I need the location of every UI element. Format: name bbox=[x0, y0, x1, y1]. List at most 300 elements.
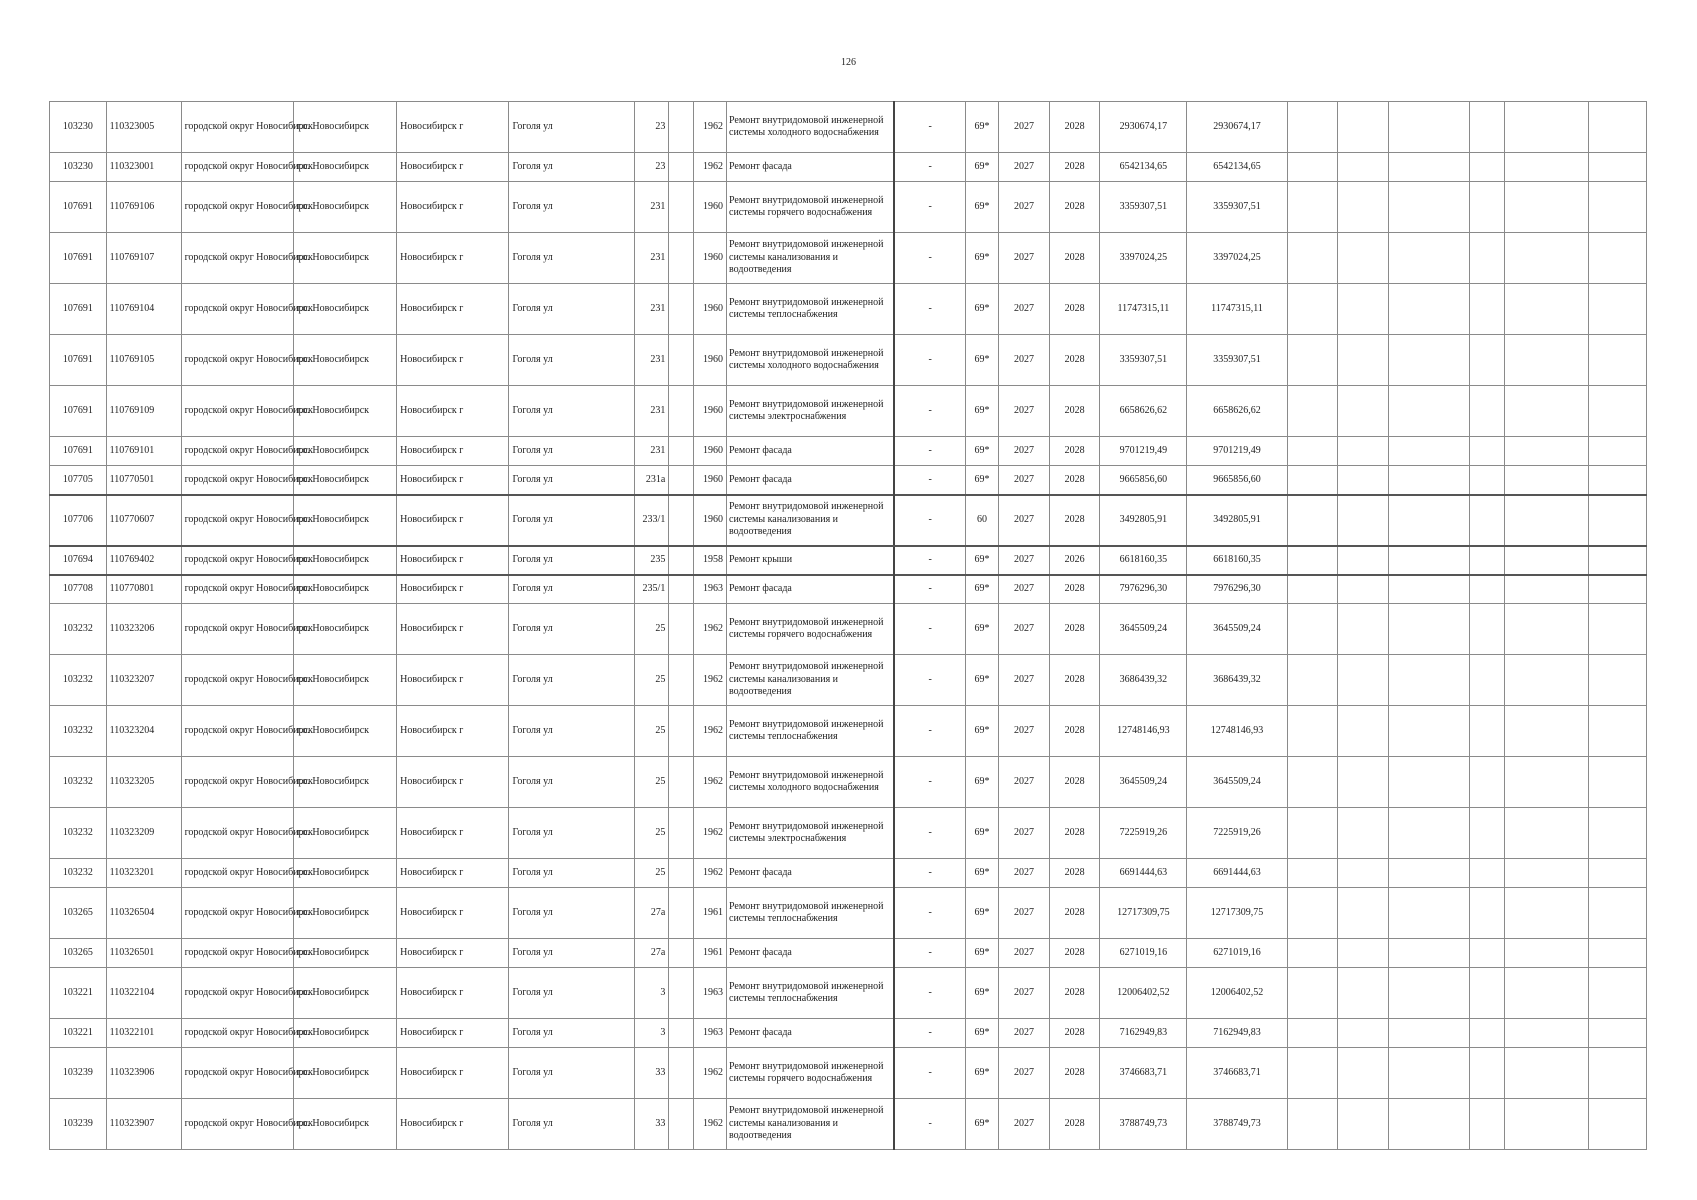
build-year: 1960 bbox=[693, 495, 726, 546]
empty-cell bbox=[1469, 808, 1504, 859]
district: г.о. Новосибирск bbox=[293, 968, 396, 1019]
city: Новосибирск г bbox=[397, 335, 509, 386]
empty-cell bbox=[1469, 757, 1504, 808]
wear-percent: 69* bbox=[965, 284, 998, 335]
empty-cell bbox=[1338, 1048, 1389, 1099]
work-code: 110323209 bbox=[106, 808, 181, 859]
wear-percent: 69* bbox=[965, 655, 998, 706]
plan-year-end: 2028 bbox=[1049, 182, 1100, 233]
district: г.о. Новосибирск bbox=[293, 706, 396, 757]
plan-year-end: 2028 bbox=[1049, 968, 1100, 1019]
house-number: 27а bbox=[634, 888, 668, 939]
work-cost: 3492805,91 bbox=[1100, 495, 1187, 546]
table-row bbox=[50, 808, 1647, 859]
plan-year-start: 2027 bbox=[999, 655, 1050, 706]
empty-cell bbox=[1469, 968, 1504, 1019]
empty-cell bbox=[1338, 575, 1389, 604]
empty-cell bbox=[1338, 1099, 1389, 1150]
municipality: городской округ Новосибирск bbox=[181, 575, 293, 604]
empty-cell bbox=[669, 968, 693, 1019]
work-type: Ремонт внутридомовой инженерной системы канализования и водоотведения bbox=[727, 1099, 895, 1150]
municipality: городской округ Новосибирск bbox=[181, 757, 293, 808]
district: г.о. Новосибирск bbox=[293, 437, 396, 466]
dash-cell: - bbox=[894, 335, 965, 386]
empty-cell bbox=[1287, 888, 1338, 939]
empty-cell bbox=[1505, 575, 1589, 604]
municipality: городской округ Новосибирск bbox=[181, 859, 293, 888]
work-code: 110769104 bbox=[106, 284, 181, 335]
empty-cell bbox=[1388, 706, 1469, 757]
house-number: 235/1 bbox=[634, 575, 668, 604]
object-id: 107691 bbox=[50, 437, 107, 466]
empty-cell bbox=[1338, 466, 1389, 495]
street: Гоголя ул bbox=[509, 808, 634, 859]
empty-cell bbox=[669, 1099, 693, 1150]
dash-cell: - bbox=[894, 233, 965, 284]
build-year: 1958 bbox=[693, 546, 726, 575]
empty-cell bbox=[1505, 495, 1589, 546]
empty-cell bbox=[1388, 1099, 1469, 1150]
build-year: 1962 bbox=[693, 102, 726, 153]
plan-year-start: 2027 bbox=[999, 437, 1050, 466]
district: г.о. Новосибирск bbox=[293, 466, 396, 495]
empty-cell bbox=[1589, 888, 1647, 939]
empty-cell bbox=[1505, 968, 1589, 1019]
dash-cell: - bbox=[894, 437, 965, 466]
object-id: 107694 bbox=[50, 546, 107, 575]
build-year: 1960 bbox=[693, 233, 726, 284]
city: Новосибирск г bbox=[397, 1099, 509, 1150]
street: Гоголя ул bbox=[509, 655, 634, 706]
empty-cell bbox=[1388, 1019, 1469, 1048]
total-cost: 7162949,83 bbox=[1187, 1019, 1287, 1048]
house-number: 231 bbox=[634, 182, 668, 233]
house-number: 27а bbox=[634, 939, 668, 968]
empty-cell bbox=[669, 546, 693, 575]
empty-cell bbox=[1469, 1099, 1504, 1150]
empty-cell bbox=[1469, 284, 1504, 335]
dash-cell: - bbox=[894, 808, 965, 859]
work-code: 110769101 bbox=[106, 437, 181, 466]
plan-year-start: 2027 bbox=[999, 335, 1050, 386]
dash-cell: - bbox=[894, 284, 965, 335]
empty-cell bbox=[1589, 386, 1647, 437]
total-cost: 9665856,60 bbox=[1187, 466, 1287, 495]
build-year: 1962 bbox=[693, 153, 726, 182]
empty-cell bbox=[1589, 706, 1647, 757]
build-year: 1962 bbox=[693, 655, 726, 706]
empty-cell bbox=[1287, 968, 1338, 1019]
total-cost: 12717309,75 bbox=[1187, 888, 1287, 939]
wear-percent: 69* bbox=[965, 386, 998, 437]
wear-percent: 69* bbox=[965, 808, 998, 859]
municipality: городской округ Новосибирск bbox=[181, 604, 293, 655]
page-number: 126 bbox=[841, 57, 856, 68]
work-code: 110323204 bbox=[106, 706, 181, 757]
plan-year-end: 2028 bbox=[1049, 284, 1100, 335]
district: г.о. Новосибирск bbox=[293, 888, 396, 939]
wear-percent: 69* bbox=[965, 1019, 998, 1048]
build-year: 1962 bbox=[693, 1048, 726, 1099]
work-type: Ремонт внутридомовой инженерной системы холодного водоснабжения bbox=[727, 757, 895, 808]
empty-cell bbox=[669, 466, 693, 495]
empty-cell bbox=[1338, 153, 1389, 182]
table-row bbox=[50, 655, 1647, 706]
city: Новосибирск г bbox=[397, 655, 509, 706]
dash-cell: - bbox=[894, 968, 965, 1019]
empty-cell bbox=[1388, 153, 1469, 182]
house-number: 231 bbox=[634, 335, 668, 386]
work-cost: 2930674,17 bbox=[1100, 102, 1187, 153]
empty-cell bbox=[669, 335, 693, 386]
district: г.о. Новосибирск bbox=[293, 335, 396, 386]
empty-cell bbox=[1589, 1099, 1647, 1150]
work-code: 110323005 bbox=[106, 102, 181, 153]
work-cost: 9665856,60 bbox=[1100, 466, 1187, 495]
empty-cell bbox=[1505, 939, 1589, 968]
empty-cell bbox=[1388, 284, 1469, 335]
district: г.о. Новосибирск bbox=[293, 386, 396, 437]
street: Гоголя ул bbox=[509, 1019, 634, 1048]
plan-year-start: 2027 bbox=[999, 859, 1050, 888]
object-id: 103265 bbox=[50, 939, 107, 968]
wear-percent: 69* bbox=[965, 604, 998, 655]
plan-year-end: 2028 bbox=[1049, 706, 1100, 757]
object-id: 103232 bbox=[50, 604, 107, 655]
empty-cell bbox=[1388, 386, 1469, 437]
empty-cell bbox=[1287, 546, 1338, 575]
house-number: 23 bbox=[634, 102, 668, 153]
street: Гоголя ул bbox=[509, 466, 634, 495]
total-cost: 3492805,91 bbox=[1187, 495, 1287, 546]
district: г.о. Новосибирск bbox=[293, 153, 396, 182]
wear-percent: 69* bbox=[965, 968, 998, 1019]
empty-cell bbox=[1469, 888, 1504, 939]
city: Новосибирск г bbox=[397, 102, 509, 153]
empty-cell bbox=[1287, 233, 1338, 284]
object-id: 107691 bbox=[50, 284, 107, 335]
empty-cell bbox=[1469, 386, 1504, 437]
work-cost: 6271019,16 bbox=[1100, 939, 1187, 968]
empty-cell bbox=[1505, 604, 1589, 655]
empty-cell bbox=[1287, 757, 1338, 808]
wear-percent: 69* bbox=[965, 888, 998, 939]
empty-cell bbox=[1388, 859, 1469, 888]
house-number: 23 bbox=[634, 153, 668, 182]
empty-cell bbox=[1338, 888, 1389, 939]
work-code: 110323201 bbox=[106, 859, 181, 888]
work-code: 110326501 bbox=[106, 939, 181, 968]
work-cost: 6542134,65 bbox=[1100, 153, 1187, 182]
empty-cell bbox=[1469, 1019, 1504, 1048]
plan-year-start: 2027 bbox=[999, 386, 1050, 437]
wear-percent: 69* bbox=[965, 1048, 998, 1099]
house-number: 233/1 bbox=[634, 495, 668, 546]
work-type: Ремонт внутридомовой инженерной системы теплоснабжения bbox=[727, 284, 895, 335]
wear-percent: 69* bbox=[965, 437, 998, 466]
object-id: 103265 bbox=[50, 888, 107, 939]
empty-cell bbox=[1338, 335, 1389, 386]
object-id: 107705 bbox=[50, 466, 107, 495]
house-number: 25 bbox=[634, 757, 668, 808]
empty-cell bbox=[1388, 575, 1469, 604]
work-code: 110769105 bbox=[106, 335, 181, 386]
object-id: 107706 bbox=[50, 495, 107, 546]
municipality: городской округ Новосибирск bbox=[181, 546, 293, 575]
empty-cell bbox=[1388, 808, 1469, 859]
empty-cell bbox=[1589, 575, 1647, 604]
empty-cell bbox=[1589, 808, 1647, 859]
city: Новосибирск г bbox=[397, 1019, 509, 1048]
empty-cell bbox=[1287, 655, 1338, 706]
work-cost: 6658626,62 bbox=[1100, 386, 1187, 437]
empty-cell bbox=[1589, 284, 1647, 335]
empty-cell bbox=[1338, 655, 1389, 706]
city: Новосибирск г bbox=[397, 604, 509, 655]
work-type: Ремонт внутридомовой инженерной системы канализования и водоотведения bbox=[727, 655, 895, 706]
work-code: 110769109 bbox=[106, 386, 181, 437]
work-type: Ремонт крыши bbox=[727, 546, 895, 575]
city: Новосибирск г bbox=[397, 182, 509, 233]
dash-cell: - bbox=[894, 757, 965, 808]
city: Новосибирск г bbox=[397, 808, 509, 859]
plan-year-end: 2028 bbox=[1049, 808, 1100, 859]
object-id: 103239 bbox=[50, 1048, 107, 1099]
table-row bbox=[50, 546, 1647, 575]
plan-year-end: 2028 bbox=[1049, 575, 1100, 604]
municipality: городской округ Новосибирск bbox=[181, 284, 293, 335]
table-row bbox=[50, 233, 1647, 284]
plan-year-start: 2027 bbox=[999, 182, 1050, 233]
district: г.о. Новосибирск bbox=[293, 604, 396, 655]
work-code: 110769402 bbox=[106, 546, 181, 575]
work-cost: 11747315,11 bbox=[1100, 284, 1187, 335]
table-row bbox=[50, 466, 1647, 495]
street: Гоголя ул bbox=[509, 386, 634, 437]
table-row bbox=[50, 604, 1647, 655]
plan-year-end: 2026 bbox=[1049, 546, 1100, 575]
total-cost: 9701219,49 bbox=[1187, 437, 1287, 466]
municipality: городской округ Новосибирск bbox=[181, 968, 293, 1019]
empty-cell bbox=[1505, 466, 1589, 495]
empty-cell bbox=[1338, 386, 1389, 437]
district: г.о. Новосибирск bbox=[293, 495, 396, 546]
total-cost: 6542134,65 bbox=[1187, 153, 1287, 182]
object-id: 103232 bbox=[50, 706, 107, 757]
empty-cell bbox=[1469, 1048, 1504, 1099]
plan-year-start: 2027 bbox=[999, 102, 1050, 153]
municipality: городской округ Новосибирск bbox=[181, 1048, 293, 1099]
dash-cell: - bbox=[894, 604, 965, 655]
empty-cell bbox=[1589, 102, 1647, 153]
table-row bbox=[50, 153, 1647, 182]
plan-year-end: 2028 bbox=[1049, 466, 1100, 495]
city: Новосибирск г bbox=[397, 233, 509, 284]
dash-cell: - bbox=[894, 546, 965, 575]
city: Новосибирск г bbox=[397, 888, 509, 939]
house-number: 235 bbox=[634, 546, 668, 575]
total-cost: 3645509,24 bbox=[1187, 604, 1287, 655]
work-cost: 6691444,63 bbox=[1100, 859, 1187, 888]
empty-cell bbox=[1388, 757, 1469, 808]
municipality: городской округ Новосибирск bbox=[181, 888, 293, 939]
object-id: 103239 bbox=[50, 1099, 107, 1150]
work-code: 110323001 bbox=[106, 153, 181, 182]
object-id: 107691 bbox=[50, 182, 107, 233]
empty-cell bbox=[1287, 335, 1338, 386]
municipality: городской округ Новосибирск bbox=[181, 437, 293, 466]
work-cost: 3788749,73 bbox=[1100, 1099, 1187, 1150]
empty-cell bbox=[669, 1048, 693, 1099]
wear-percent: 69* bbox=[965, 182, 998, 233]
street: Гоголя ул bbox=[509, 153, 634, 182]
table-row bbox=[50, 335, 1647, 386]
empty-cell bbox=[1338, 706, 1389, 757]
empty-cell bbox=[1505, 655, 1589, 706]
empty-cell bbox=[1388, 466, 1469, 495]
empty-cell bbox=[669, 495, 693, 546]
street: Гоголя ул bbox=[509, 939, 634, 968]
empty-cell bbox=[1589, 182, 1647, 233]
street: Гоголя ул bbox=[509, 284, 634, 335]
plan-year-start: 2027 bbox=[999, 153, 1050, 182]
work-type: Ремонт внутридомовой инженерной системы электроснабжения bbox=[727, 808, 895, 859]
work-cost: 3359307,51 bbox=[1100, 335, 1187, 386]
house-number: 3 bbox=[634, 968, 668, 1019]
empty-cell bbox=[1589, 437, 1647, 466]
work-type: Ремонт внутридомовой инженерной системы теплоснабжения bbox=[727, 706, 895, 757]
street: Гоголя ул bbox=[509, 546, 634, 575]
work-cost: 12717309,75 bbox=[1100, 888, 1187, 939]
work-code: 110769106 bbox=[106, 182, 181, 233]
wear-percent: 69* bbox=[965, 757, 998, 808]
build-year: 1962 bbox=[693, 808, 726, 859]
work-code: 110770801 bbox=[106, 575, 181, 604]
empty-cell bbox=[1338, 968, 1389, 1019]
build-year: 1962 bbox=[693, 859, 726, 888]
empty-cell bbox=[1287, 437, 1338, 466]
build-year: 1962 bbox=[693, 1099, 726, 1150]
empty-cell bbox=[1388, 546, 1469, 575]
empty-cell bbox=[1469, 153, 1504, 182]
empty-cell bbox=[1505, 1048, 1589, 1099]
work-cost: 3397024,25 bbox=[1100, 233, 1187, 284]
work-type: Ремонт фасада bbox=[727, 437, 895, 466]
total-cost: 6271019,16 bbox=[1187, 939, 1287, 968]
plan-year-end: 2028 bbox=[1049, 233, 1100, 284]
municipality: городской округ Новосибирск bbox=[181, 1099, 293, 1150]
empty-cell bbox=[1469, 939, 1504, 968]
plan-year-start: 2027 bbox=[999, 706, 1050, 757]
empty-cell bbox=[1338, 495, 1389, 546]
plan-year-start: 2027 bbox=[999, 284, 1050, 335]
empty-cell bbox=[1589, 655, 1647, 706]
empty-cell bbox=[669, 284, 693, 335]
empty-cell bbox=[1338, 102, 1389, 153]
total-cost: 7225919,26 bbox=[1187, 808, 1287, 859]
plan-year-start: 2027 bbox=[999, 604, 1050, 655]
work-cost: 3359307,51 bbox=[1100, 182, 1187, 233]
work-cost: 9701219,49 bbox=[1100, 437, 1187, 466]
empty-cell bbox=[1388, 233, 1469, 284]
city: Новосибирск г bbox=[397, 437, 509, 466]
work-code: 110323206 bbox=[106, 604, 181, 655]
empty-cell bbox=[1287, 575, 1338, 604]
district: г.о. Новосибирск bbox=[293, 808, 396, 859]
work-type: Ремонт внутридомовой инженерной системы горячего водоснабжения bbox=[727, 182, 895, 233]
empty-cell bbox=[1505, 102, 1589, 153]
district: г.о. Новосибирск bbox=[293, 575, 396, 604]
table-row bbox=[50, 102, 1647, 153]
municipality: городской округ Новосибирск bbox=[181, 939, 293, 968]
district: г.о. Новосибирск bbox=[293, 939, 396, 968]
build-year: 1960 bbox=[693, 386, 726, 437]
plan-year-start: 2027 bbox=[999, 233, 1050, 284]
empty-cell bbox=[1505, 546, 1589, 575]
house-number: 25 bbox=[634, 808, 668, 859]
empty-cell bbox=[1469, 437, 1504, 466]
work-type: Ремонт внутридомовой инженерной системы горячего водоснабжения bbox=[727, 604, 895, 655]
empty-cell bbox=[669, 437, 693, 466]
empty-cell bbox=[1287, 1048, 1338, 1099]
empty-cell bbox=[1589, 939, 1647, 968]
empty-cell bbox=[1287, 466, 1338, 495]
dash-cell: - bbox=[894, 495, 965, 546]
plan-year-end: 2028 bbox=[1049, 335, 1100, 386]
build-year: 1963 bbox=[693, 968, 726, 1019]
empty-cell bbox=[1338, 939, 1389, 968]
dash-cell: - bbox=[894, 859, 965, 888]
work-type: Ремонт фасада bbox=[727, 859, 895, 888]
work-code: 110322104 bbox=[106, 968, 181, 1019]
build-year: 1960 bbox=[693, 335, 726, 386]
municipality: городской округ Новосибирск bbox=[181, 655, 293, 706]
empty-cell bbox=[1505, 182, 1589, 233]
city: Новосибирск г bbox=[397, 706, 509, 757]
empty-cell bbox=[1388, 335, 1469, 386]
dash-cell: - bbox=[894, 386, 965, 437]
object-id: 103230 bbox=[50, 102, 107, 153]
municipality: городской округ Новосибирск bbox=[181, 808, 293, 859]
empty-cell bbox=[1287, 1019, 1338, 1048]
capital-repair-table bbox=[49, 101, 1647, 1150]
table-row bbox=[50, 706, 1647, 757]
street: Гоголя ул bbox=[509, 757, 634, 808]
plan-year-end: 2028 bbox=[1049, 655, 1100, 706]
empty-cell bbox=[1505, 859, 1589, 888]
street: Гоголя ул bbox=[509, 575, 634, 604]
work-code: 110322101 bbox=[106, 1019, 181, 1048]
district: г.о. Новосибирск bbox=[293, 859, 396, 888]
plan-year-start: 2027 bbox=[999, 1019, 1050, 1048]
empty-cell bbox=[1469, 495, 1504, 546]
house-number: 25 bbox=[634, 604, 668, 655]
empty-cell bbox=[1469, 859, 1504, 888]
empty-cell bbox=[1287, 604, 1338, 655]
dash-cell: - bbox=[894, 1019, 965, 1048]
work-cost: 3645509,24 bbox=[1100, 604, 1187, 655]
work-cost: 7976296,30 bbox=[1100, 575, 1187, 604]
work-cost: 3686439,32 bbox=[1100, 655, 1187, 706]
work-cost: 6618160,35 bbox=[1100, 546, 1187, 575]
object-id: 107691 bbox=[50, 233, 107, 284]
plan-year-start: 2027 bbox=[999, 1099, 1050, 1150]
street: Гоголя ул bbox=[509, 495, 634, 546]
work-type: Ремонт фасада bbox=[727, 153, 895, 182]
build-year: 1960 bbox=[693, 182, 726, 233]
house-number: 33 bbox=[634, 1048, 668, 1099]
empty-cell bbox=[1505, 1019, 1589, 1048]
